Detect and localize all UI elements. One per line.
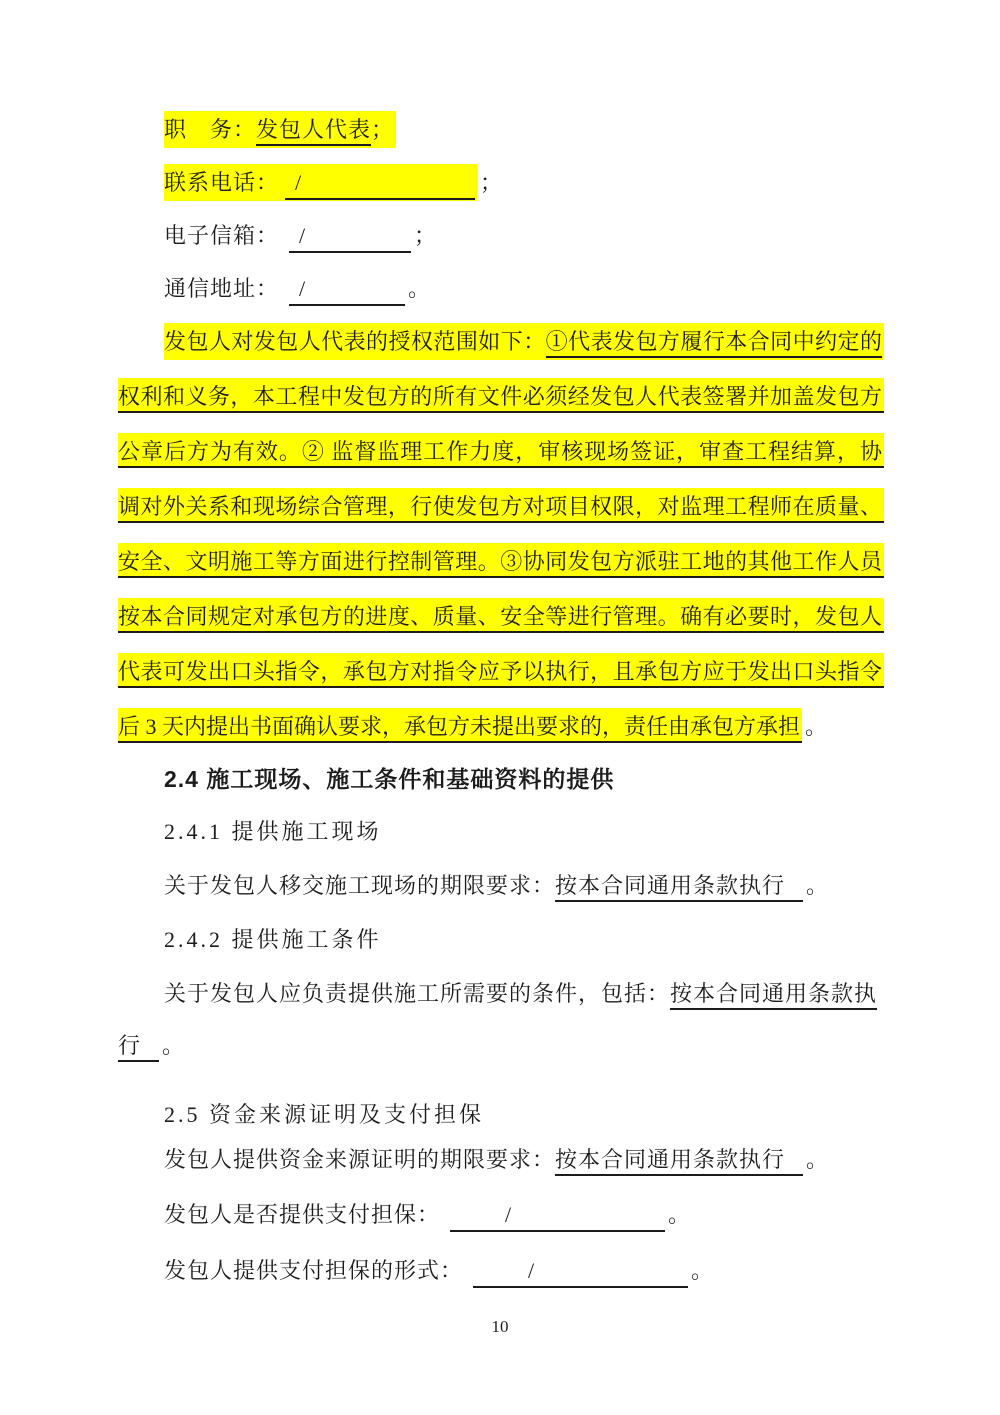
- authorization-line: [118, 709, 884, 745]
- authorization-text: 后 3 天内提出书面确认要求，承包方未提出要求的，责任由承包方承担: [118, 708, 802, 743]
- authorization-intro: 发包人对发包人代表的授权范围如下：: [164, 329, 546, 354]
- authorization-paragraph: [118, 324, 884, 745]
- authorization-line: [118, 379, 884, 415]
- section-2-5-heading: 2.5 资金来源证明及支付担保: [164, 1102, 485, 1127]
- page-content: [118, 112, 884, 1288]
- guarantee-form-blank: /: [473, 1256, 688, 1288]
- address-suffix: 。: [408, 276, 432, 301]
- phone-label: 联系电话：: [164, 170, 280, 195]
- position-suffix: ；: [371, 117, 395, 142]
- funding-clause-label: 发包人提供资金来源证明的期限要求：: [164, 1147, 556, 1172]
- phone-suffix: ；: [480, 170, 504, 195]
- position-label: 职 务：: [164, 117, 257, 142]
- authorization-line: [118, 654, 884, 690]
- position-value: 发包人代表: [256, 117, 371, 146]
- field-phone: [164, 165, 884, 201]
- guarantee-provide-period: 。: [668, 1202, 692, 1227]
- authorization-period: 。: [805, 714, 828, 739]
- clause-2-4-2-line1: [118, 978, 884, 1010]
- authorization-line: [118, 324, 884, 360]
- field-address: [164, 271, 884, 307]
- clause-2-4-1-value: 按本合同通用条款执行: [555, 873, 803, 902]
- funding-clause-period: 。: [806, 1147, 830, 1172]
- page-number: 10: [491, 1317, 509, 1336]
- phone-blank: /: [285, 168, 475, 200]
- clause-2-4-2-line2: [118, 1030, 884, 1062]
- authorization-line: [118, 434, 884, 470]
- section-2-4-heading: 2.4 施工现场、施工条件和基础资料的提供: [164, 766, 615, 792]
- address-label: 通信地址：: [164, 276, 280, 301]
- guarantee-form-line: [164, 1255, 884, 1288]
- authorization-text: 安全、文明施工等方面进行控制管理。③协同发包方派驻工地的其他工作人员: [118, 543, 884, 578]
- authorization-text: 权利和义务，本工程中发包方的所有文件必须经发包人代表签署并加盖发包方: [118, 378, 884, 413]
- field-position: [164, 112, 884, 148]
- guarantee-provide-blank: /: [450, 1200, 665, 1232]
- section-2-4-1-heading: 2.4.1 提供施工现场: [164, 819, 382, 844]
- authorization-text: 代表可发出口头指令，承包方对指令应予以执行，且承包方应于发出口头指令: [118, 653, 884, 688]
- authorization-line: [118, 599, 884, 635]
- authorization-text: 调对外关系和现场综合管理，行使发包方对项目权限，对监理工程师在质量、: [118, 488, 884, 523]
- guarantee-form-label: 发包人提供支付担保的形式：: [164, 1258, 464, 1283]
- funding-clause: [164, 1144, 884, 1176]
- clause-2-4-1-period: 。: [806, 873, 830, 898]
- position-highlight: [164, 111, 396, 148]
- clause-2-4-2-label: 关于发包人应负责提供施工所需要的条件，包括：: [164, 981, 671, 1006]
- guarantee-form-period: 。: [691, 1258, 715, 1283]
- guarantee-provide-line: [164, 1199, 884, 1232]
- email-blank: /: [289, 221, 411, 253]
- address-blank: /: [289, 274, 405, 306]
- authorization-text: 按本合同规定对承包方的进度、质量、安全等进行管理。确有必要时，发包人: [118, 598, 884, 633]
- authorization-line: [118, 544, 884, 580]
- clause-2-4-1-label: 关于发包人移交施工现场的期限要求：: [164, 873, 556, 898]
- funding-clause-value: 按本合同通用条款执行: [555, 1147, 803, 1176]
- authorization-line: [118, 489, 884, 525]
- email-label: 电子信箱：: [164, 223, 280, 248]
- authorization-text: 公章后方为有效。② 监督监理工作力度，审核现场签证，审查工程结算，协: [118, 433, 884, 468]
- authorization-text: ①代表发包方履行本合同中约定的: [546, 329, 882, 358]
- phone-highlight: [164, 164, 477, 201]
- email-suffix: ；: [414, 223, 438, 248]
- clause-2-4-2-value-part2: 行: [118, 1033, 159, 1062]
- clause-2-4-2-period: 。: [162, 1033, 186, 1058]
- clause-2-4-1: [164, 870, 884, 902]
- field-email: [164, 218, 884, 254]
- clause-2-4-2-value-part1: 按本合同通用条款执: [670, 981, 877, 1010]
- guarantee-provide-label: 发包人是否提供支付担保：: [164, 1202, 441, 1227]
- section-2-4-2-heading: 2.4.2 提供施工条件: [164, 927, 382, 952]
